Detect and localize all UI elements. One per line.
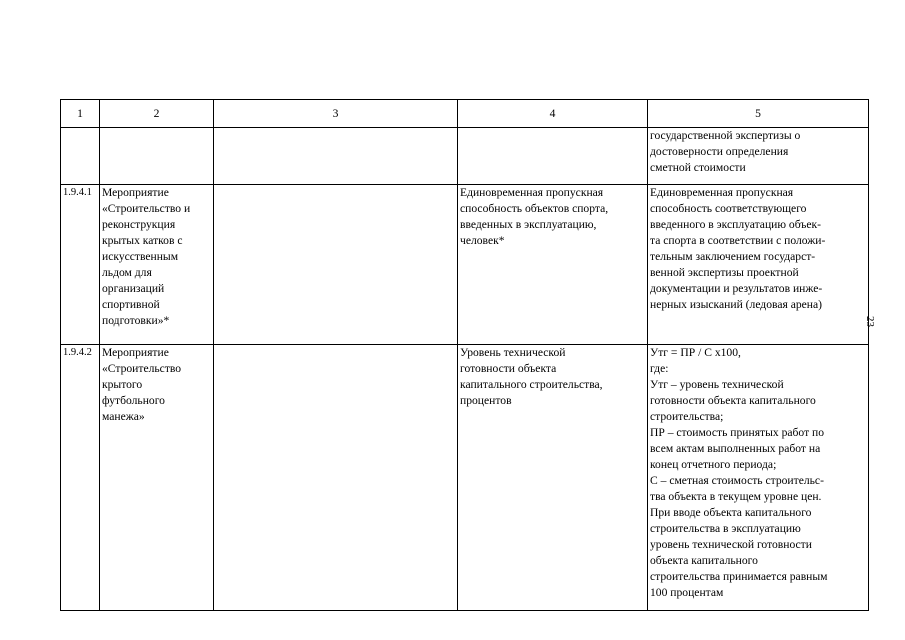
measure-name-cell: Мероприятие «Строительство и реконструкция крытых катков с искусственным льдом для организаций спортивной подготовки»* bbox=[100, 185, 214, 345]
method-cell: Единовременная пропускная способность соответствующего введенного в эксплуатацию объек- та спорта в соответствии с положи- тельным заключением государст- венной экспертизы проектной документации и результатов инже- нерных изысканий (ледовая арена) bbox=[648, 185, 869, 345]
indicator-cell: Уровень технической готовности объекта капитального строительства, процентов bbox=[458, 345, 648, 611]
table-row bbox=[61, 128, 869, 185]
row-number-cell: 1.9.4.1 bbox=[61, 185, 100, 345]
row-number-cell: 1.9.4.2 bbox=[61, 345, 100, 611]
column-3-cell bbox=[214, 185, 458, 345]
column-header-3: 3 bbox=[214, 100, 458, 128]
page-number: 23 bbox=[864, 316, 876, 327]
measure-name-cell bbox=[100, 128, 214, 185]
document-table bbox=[60, 99, 869, 611]
column-3-cell bbox=[214, 345, 458, 611]
indicator-cell bbox=[458, 128, 648, 185]
table-row bbox=[61, 345, 869, 611]
table-row bbox=[61, 185, 869, 345]
column-3-cell bbox=[214, 128, 458, 185]
method-cell: государственной экспертизы о достоверности определения сметной стоимости bbox=[648, 128, 869, 185]
column-header-4: 4 bbox=[458, 100, 648, 128]
method-cell: Утг = ПР / С х100, где: Утг – уровень технической готовности объекта капитального строительства; ПР – стоимость принятых работ по всем актам выполненных работ на конец отчетного периода; С – сметная стоимость строительс- тва объекта в текущем уровне цен. При вводе объекта капитального строительства в эксплуатацию уровень технической готовности объекта капитального строительства принимается равным 100 процентам bbox=[648, 345, 869, 611]
column-header-1: 1 bbox=[61, 100, 100, 128]
header-row bbox=[61, 100, 869, 128]
column-header-5: 5 bbox=[648, 100, 869, 128]
row-number-cell bbox=[61, 128, 100, 185]
measure-name-cell: Мероприятие «Строительство крытого футбольного манежа» bbox=[100, 345, 214, 611]
column-header-2: 2 bbox=[100, 100, 214, 128]
indicator-cell: Единовременная пропускная способность объектов спорта, введенных в эксплуатацию, человек* bbox=[458, 185, 648, 345]
